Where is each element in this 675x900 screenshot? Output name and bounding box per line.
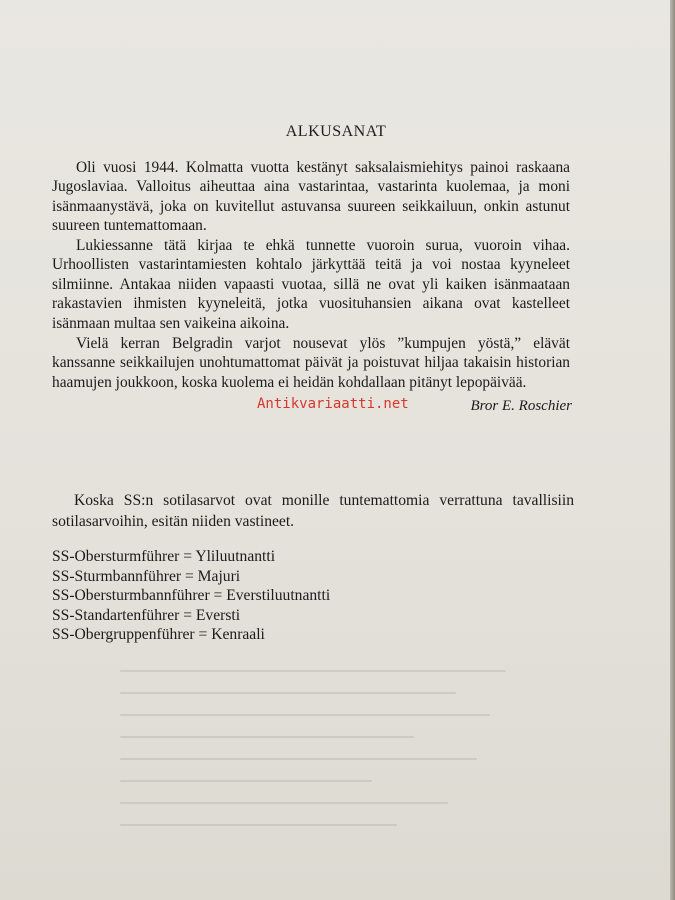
show-through-text bbox=[120, 670, 540, 870]
rank-item: SS-Sturmbannführer = Majuri bbox=[52, 567, 241, 585]
author-signature: Bror E. Roschier bbox=[470, 398, 572, 414]
watermark-text: Antikvariaatti.net bbox=[257, 396, 409, 412]
page-heading: ALKUSANAT bbox=[285, 123, 387, 140]
book-spine-edge bbox=[670, 0, 675, 900]
rank-item: SS-Obersturmführer = Yliluutnantti bbox=[52, 548, 276, 565]
paragraph-3: Vielä kerran Belgradin varjot nousevat ylös ”kumpujen yöstä,” elävät kanssanne seikkailujen unohtumattomat päivät ja poistuvat hiljaa takaisin historian haamujen joukkoon, koska kuolema ei heidän kohdallaan pitänyt lepopäivää. bbox=[52, 335, 570, 391]
rank-item: SS-Obergruppenführer = Kenraali bbox=[52, 626, 265, 643]
paragraph-1: Oli vuosi 1944. Kolmatta vuotta kestänyt saksalaismiehitys painoi raskaana Jugoslaviaa. Valloitus aiheuttaa aina vastarintaa, vastarinta kuolemaa, ja moni isänmaanystävä, joka on kuvitellut astuvansa suureen seikkailuun, onkin astunut suureen tuntemattomaan. bbox=[52, 159, 570, 235]
rank-list bbox=[52, 547, 330, 645]
rank-item: SS-Standartenführer = Eversti bbox=[52, 606, 241, 624]
rank-note: Koska SS:n sotilasarvot ovat monille tuntemattomia verrattuna tavallisiin sotilasarvoihin, esitän niiden vastineet. bbox=[52, 492, 574, 530]
rank-item: SS-Obersturmbannführer = Everstiluutnantti bbox=[52, 587, 331, 604]
paragraph-2: Lukiessanne tätä kirjaa te ehkä tunnette vuoroin surua, vuoroin vihaa. Urhoollisten vastarintamiesten kohtalo järkyttää teitä ja voi nostaa kyyneleet silmiinne. Antakaa niiden vapaasti vuotaa, sillä ne ovat yli kaiken isänmaataan rakastavien ihmisten kyyneleitä, jotka vuosituhansien aikana ovat kastelleet isänmaan multaa sen vaikeina aikoina. bbox=[52, 237, 570, 332]
